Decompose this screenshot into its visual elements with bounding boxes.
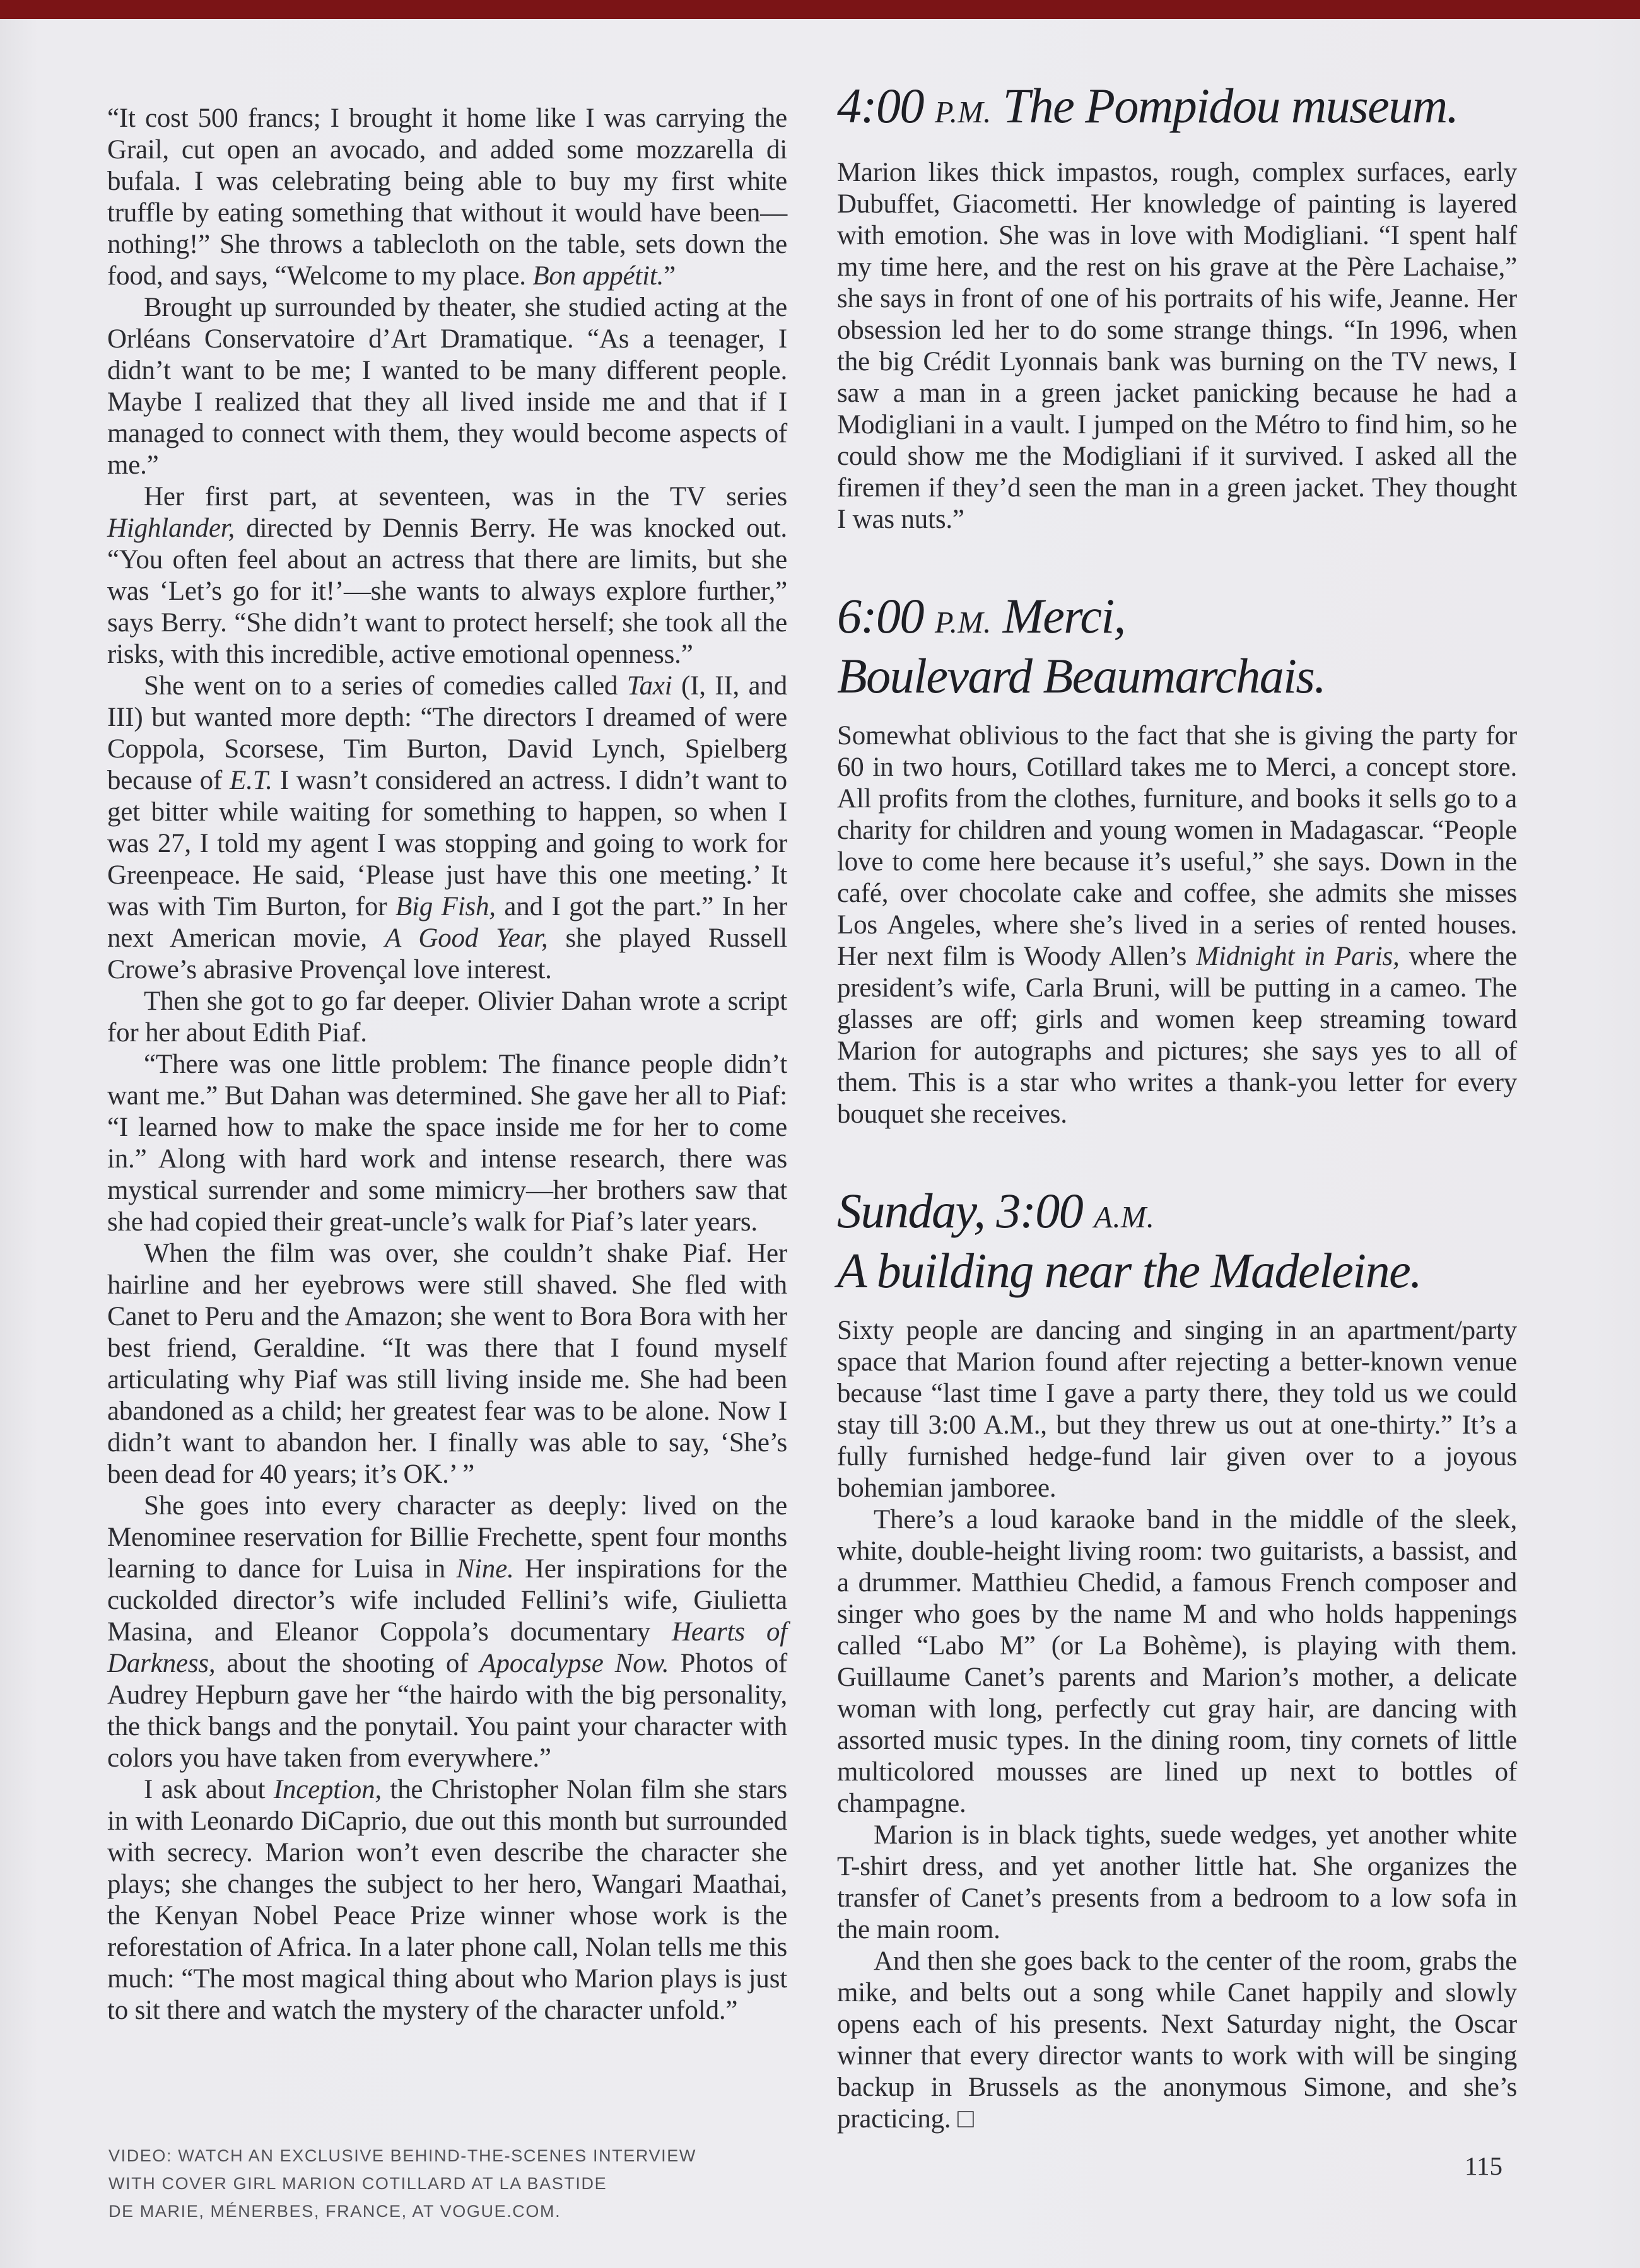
body-paragraph: I ask about Inception, the Christopher Nolan film she stars in with Leonardo DiCaprio, due out this month but surrounded with secrecy. Marion won’t even describe the character she plays; she changes the subject to her hero, Wangari Maathai, the Kenyan Nobel Peace Prize winner whose work is the reforestation of Africa. In a later phone call, Nolan tells me this much: “The most magical thing about who Marion plays is just to sit there and watch the mystery of the character unfold.” xyxy=(107,1775,787,2025)
body-paragraph: Sixty people are dancing and singing in an apartment/party space that Marion found after rejecting a better-known venue because “last time I gave a party there, they told us we could stay till 3:00 A.M., but they threw us out at one-thirty.” It’s a fully furnished hedge-fund lair given over to a joyous bohemian jamboree. xyxy=(837,1316,1517,1503)
page-number: 115 xyxy=(1465,2151,1502,2180)
body-paragraph: “It cost 500 francs; I brought it home like I was carrying the Grail, cut open an avocado, and added some mozzarella di bufala. I was celebrating being able to buy my first white truffle by eating something that without it would have been—nothing!” She throws a tablecloth on the table, sets down the food, and says, “Welcome to my place. Bon appétit.” xyxy=(107,103,787,291)
section-heading xyxy=(837,79,1517,139)
heading-line: A building near the Madeleine. xyxy=(837,1243,1422,1298)
video-note-line: WITH COVER GIRL MARION COTILLARD AT LA BASTIDE xyxy=(108,2174,607,2193)
body-paragraph: Somewhat oblivious to the fact that she is giving the party for 60 in two hours, Cotillard takes me to Merci, a concept store. All profits from the clothes, furniture, and books it sells go to a charity for children and young women in Madagascar. “People love to come here because it’s useful,” she says. Down in the café, over chocolate cake and coffee, she admits she misses Los Angeles, where she’s lived in a series of rented houses. Her next film is Woody Allen’s Midnight in Paris, where the president’s wife, Carla Bruni, will be putting in a cameo. The glasses are off; girls and women keep streaming toward Marion for autographs and pictures; she says yes to all of them. This is a star who writes a thank-you letter for every bouquet she receives. xyxy=(837,721,1517,1129)
body-paragraph: She goes into every character as deeply: lived on the Menominee reservation for Billie Frechette, spent four months learning to dance for Luisa in Nine. Her inspirations for the cuckolded director’s wife included Fellini’s wife, Giulietta Masina, and Eleanor Coppola’s documentary Hearts of Darkness, about the shooting of Apocalypse Now. Photos of Audrey Hepburn gave her “the hairdo with the big personality, the thick bangs and the ponytail. You paint your character with colors you have taken from everywhere.” xyxy=(107,1491,787,1773)
body-paragraph: Marion is in black tights, suede wedges, yet another white T-shirt dress, and yet another little hat. She organizes the transfer of Canet’s presents from a bedroom to a low sofa in the main room. xyxy=(837,1820,1517,1944)
video-note-line: DE MARIE, MÉNERBES, FRANCE, AT VOGUE.COM. xyxy=(108,2202,561,2221)
section-heading xyxy=(837,1184,1517,1297)
left-column xyxy=(107,103,787,2026)
heading-line: Boulevard Beaumarchais. xyxy=(837,648,1326,703)
body-paragraph: Marion likes thick impastos, rough, complex surfaces, early Dubuffet, Giacometti. Her knowledge of painting is layered with emotion. She was in love with Modigliani. “I spent half my time here, and the rest on his grave at the Père Lachaise,” she says in front of one of his portraits of his wife, Jeanne. Her obsession led her to do some strange things. “In 1996, when the big Crédit Lyonnais bank was burning on the TV news, I saw a man in a green jacket panicking because he had a Modigliani in a vault. I jumped on the Métro to find him, so he could show me the Modigliani if it survived. I asked all the firemen if they’d seen the man in a green jacket. They thought I was nuts.” xyxy=(837,158,1517,534)
top-edge-red-strip xyxy=(0,0,1640,19)
body-paragraph: Then she got to go far deeper. Olivier Dahan wrote a script for her about Edith Piaf. xyxy=(107,986,787,1048)
section-merci-boulevard-beaumarchais xyxy=(837,590,1517,1130)
heading-line: 4:00 P.M. The Pompidou museum. xyxy=(837,78,1458,133)
video-note xyxy=(108,2142,696,2225)
body-paragraph: There’s a loud karaoke band in the middle of the sleek, white, double-height living room: two guitarists, a bassist, and a drummer. Matthieu Chedid, a famous French composer and singer who goes by the name M and who holds happenings called “Labo M” (or La Bohème), is playing with them. Guillaume Canet’s parents and Marion’s mother, a delicate woman with long, perfectly cut gray hair, are dancing with assorted music types. In the dining room, tiny cornets of little multicolored mousses are lined up next to bottles of champagne. xyxy=(837,1505,1517,1818)
video-note-line: VIDEO: WATCH AN EXCLUSIVE BEHIND-THE-SCENES INTERVIEW xyxy=(108,2146,696,2165)
section-building-near-madeleine xyxy=(837,1184,1517,2135)
body-paragraph: And then she goes back to the center of the room, grabs the mike, and belts out a song while Canet happily and slowly opens each of his presents. Next Saturday night, the Oscar winner that every director wants to work with will be singing backup in Brussels as the anonymous Simone, and she’s practicing. □ xyxy=(837,1946,1517,2134)
body-paragraph: She went on to a series of comedies called Taxi (I, II, and III) but wanted more depth: “The directors I dreamed of were Coppola, Scorsese, Tim Burton, David Lynch, Spielberg because of E.T. I wasn’t considered an actress. I didn’t want to get bitter while waiting for something to happen, so when I was 27, I told my agent I was stopping and going to work for Greenpeace. He said, ‘Please just have this one meeting.’ It was with Tim Burton, for Big Fish, and I got the part.” In her next American movie, A Good Year, she played Russell Crowe’s abrasive Provençal love interest. xyxy=(107,671,787,985)
small-caps-meridiem: P.M. xyxy=(934,96,992,129)
right-column xyxy=(837,79,1517,2135)
small-caps-meridiem: P.M. xyxy=(934,606,992,640)
small-caps-meridiem: A.M. xyxy=(1094,1201,1155,1234)
heading-line: 6:00 P.M. Merci, xyxy=(837,588,1125,643)
body-paragraph: When the film was over, she couldn’t shake Piaf. Her hairline and her eyebrows were still shaved. She fled with Canet to Peru and the Amazon; she went to Bora Bora with her best friend, Geraldine. “It was there that I found myself articulating why Piaf was still living inside me. She had been abandoned as a child; her greatest fear was to be alone. Now I didn’t want to abandon her. I finally was able to say, ‘She’s been dead for 40 years; it’s OK.’ ” xyxy=(107,1239,787,1489)
body-paragraph: “There was one little problem: The finance people didn’t want me.” But Dahan was determined. She gave her all to Piaf: “I learned how to make the space inside me for her to come in.” Along with hard work and intense research, there was mystical surrender and some mimicry—her brothers saw that she had copied their great-uncle’s walk for Piaf’s later years. xyxy=(107,1049,787,1237)
section-heading xyxy=(837,590,1517,703)
body-paragraph: Her first part, at seventeen, was in the TV series Highlander, directed by Dennis Berry. He was knocked out. “You often feel about an actress that there are limits, but she was ‘Let’s go for it!’—she wants to always explore further,” says Berry. “She didn’t want to protect herself; she took all the risks, with this incredible, active emotional openness.” xyxy=(107,482,787,669)
body-paragraph: Brought up surrounded by theater, she studied acting at the Orléans Conservatoire d’Art Dramatique. “As a teenager, I didn’t want to be me; I wanted to be many different people. Maybe I realized that they all lived inside me and that if I managed to connect with them, they would become aspects of me.” xyxy=(107,293,787,480)
heading-line: Sunday, 3:00 A.M. xyxy=(837,1183,1155,1238)
section-pompidou-museum xyxy=(837,79,1517,535)
